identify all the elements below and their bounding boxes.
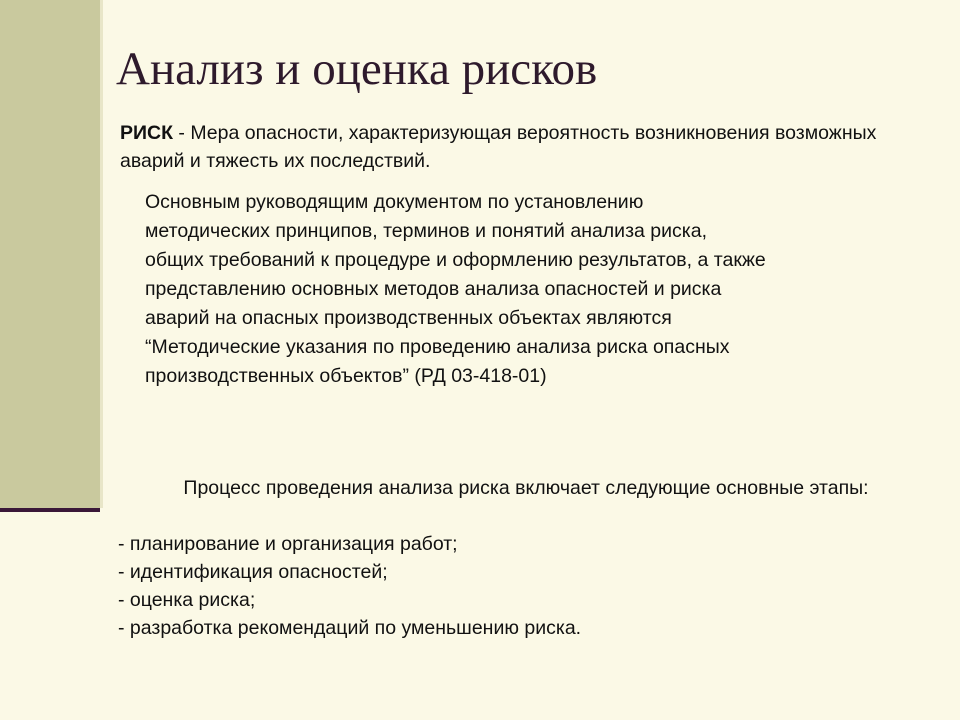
process-intro: Процесс проведения анализа риска включает следующие основные этапы:: [183, 477, 869, 499]
paragraph-line: Основным руководящим документом по установлению: [145, 191, 644, 213]
slide-title: Анализ и оценка рисков: [116, 43, 598, 95]
stages-list: [118, 530, 918, 642]
paragraph-line: методических принципов, терминов и понятий анализа риска,: [145, 220, 707, 242]
side-bar-edge: [100, 0, 103, 508]
accent-rule: [0, 508, 100, 512]
paragraph-line: представлению основных методов анализа опасностей и риска: [145, 278, 722, 300]
paragraph-line: общих требований к процедуре и оформлению результатов, а также: [145, 249, 766, 271]
guidance-document-paragraph: [145, 188, 935, 391]
side-bar-decoration: [0, 0, 100, 508]
stage-item: - оценка риска;: [118, 589, 256, 611]
stage-item: - разработка рекомендаций по уменьшению риска.: [118, 617, 582, 639]
risk-definition: [120, 119, 920, 175]
paragraph-line: “Методические указания по проведению анализа риска опасных: [145, 336, 730, 358]
definition-text: - Мера опасности, характеризующая вероятность возникновения возможных аварий и тяжесть их последствий.: [120, 122, 877, 172]
stage-item: - планирование и организация работ;: [118, 533, 458, 555]
definition-term: РИСК: [120, 122, 174, 144]
paragraph-line: аварий на опасных производственных объектах являются: [145, 307, 672, 329]
paragraph-line: производственных объектов” (РД 03-418-01): [145, 365, 547, 387]
stage-item: - идентификация опасностей;: [118, 561, 388, 583]
